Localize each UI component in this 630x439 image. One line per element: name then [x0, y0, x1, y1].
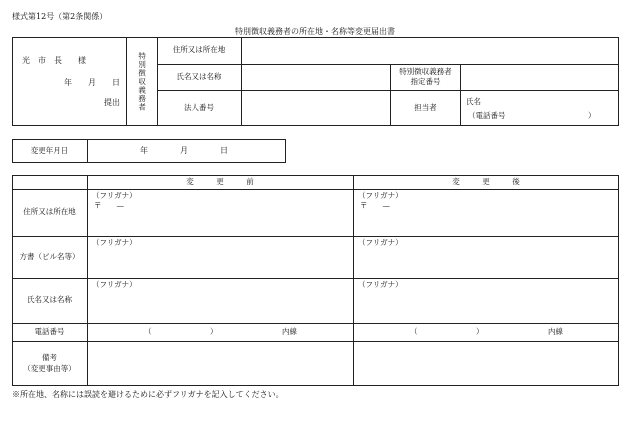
address-after-field[interactable]: [354, 212, 618, 235]
corporate-number-label: 法人番号: [184, 102, 214, 112]
furigana-label: （フリガナ）: [358, 280, 403, 289]
before-header: 変 更 前: [186, 176, 254, 186]
furigana-label: （フリガナ）: [92, 238, 137, 247]
phone-open-paren: （: [144, 327, 152, 336]
after-header: 変 更 後: [452, 176, 520, 186]
building-after-field[interactable]: [354, 250, 618, 277]
name-after-field[interactable]: [354, 292, 618, 322]
furigana-label: （フリガナ）: [358, 238, 403, 247]
addressee: 光 市 長 様: [22, 56, 86, 65]
form-title: 特別徴収義務者の所在地・名称等変更届出書: [235, 27, 395, 36]
remarks-before-field[interactable]: [88, 342, 352, 385]
person-name-label: 氏名: [466, 97, 481, 106]
footnote: ※所在地、名称には誤読を避けるために必ずフリガナを記入してください。: [12, 390, 284, 399]
phone-close-paren: ）: [476, 327, 484, 336]
extension-label: 内線: [548, 327, 563, 336]
designated-number-field[interactable]: [461, 65, 618, 89]
form-number: 様式第12号（第2条関係）: [12, 12, 108, 21]
furigana-label: （フリガナ）: [358, 191, 403, 200]
row-label-address: 住所又は所在地: [23, 207, 76, 217]
phone-close-paren: ）: [210, 327, 218, 336]
address-field[interactable]: [242, 38, 618, 63]
obligor-label: 特別徴収義務者: [137, 51, 147, 112]
change-date-value[interactable]: 年 月 日: [140, 146, 228, 155]
postal-label: 〒 —: [94, 201, 124, 210]
building-before-field[interactable]: [88, 250, 352, 277]
person-phone-label: （電話番号 ）: [468, 111, 596, 120]
postal-label: 〒 —: [360, 201, 390, 210]
name-label: 氏名又は名称: [176, 71, 222, 81]
address-before-field[interactable]: [88, 212, 352, 235]
row-label-name: 氏名又は名称: [27, 295, 72, 305]
name-field[interactable]: [242, 65, 389, 89]
row-label-remarks: 備考 （変更事由等）: [23, 353, 76, 373]
corporate-number-field[interactable]: [242, 91, 389, 125]
submission-date: 年 月 日: [64, 78, 120, 87]
furigana-label: （フリガナ）: [92, 280, 137, 289]
person-in-charge-label: 担当者: [414, 102, 437, 112]
designated-number-label: 特別徴収義務者指定番号: [399, 66, 452, 86]
row-label-phone: 電話番号: [34, 326, 65, 336]
row-label-building: 方書（ビル名等）: [19, 251, 80, 261]
remarks-after-field[interactable]: [354, 342, 618, 385]
change-date-label: 変更年月日: [30, 145, 69, 155]
phone-open-paren: （: [410, 327, 418, 336]
furigana-label: （フリガナ）: [92, 191, 137, 200]
extension-label: 内線: [282, 327, 297, 336]
submitted-label: 提出: [104, 98, 120, 107]
address-label: 住所又は所在地: [172, 45, 226, 55]
name-before-field[interactable]: [88, 292, 352, 322]
